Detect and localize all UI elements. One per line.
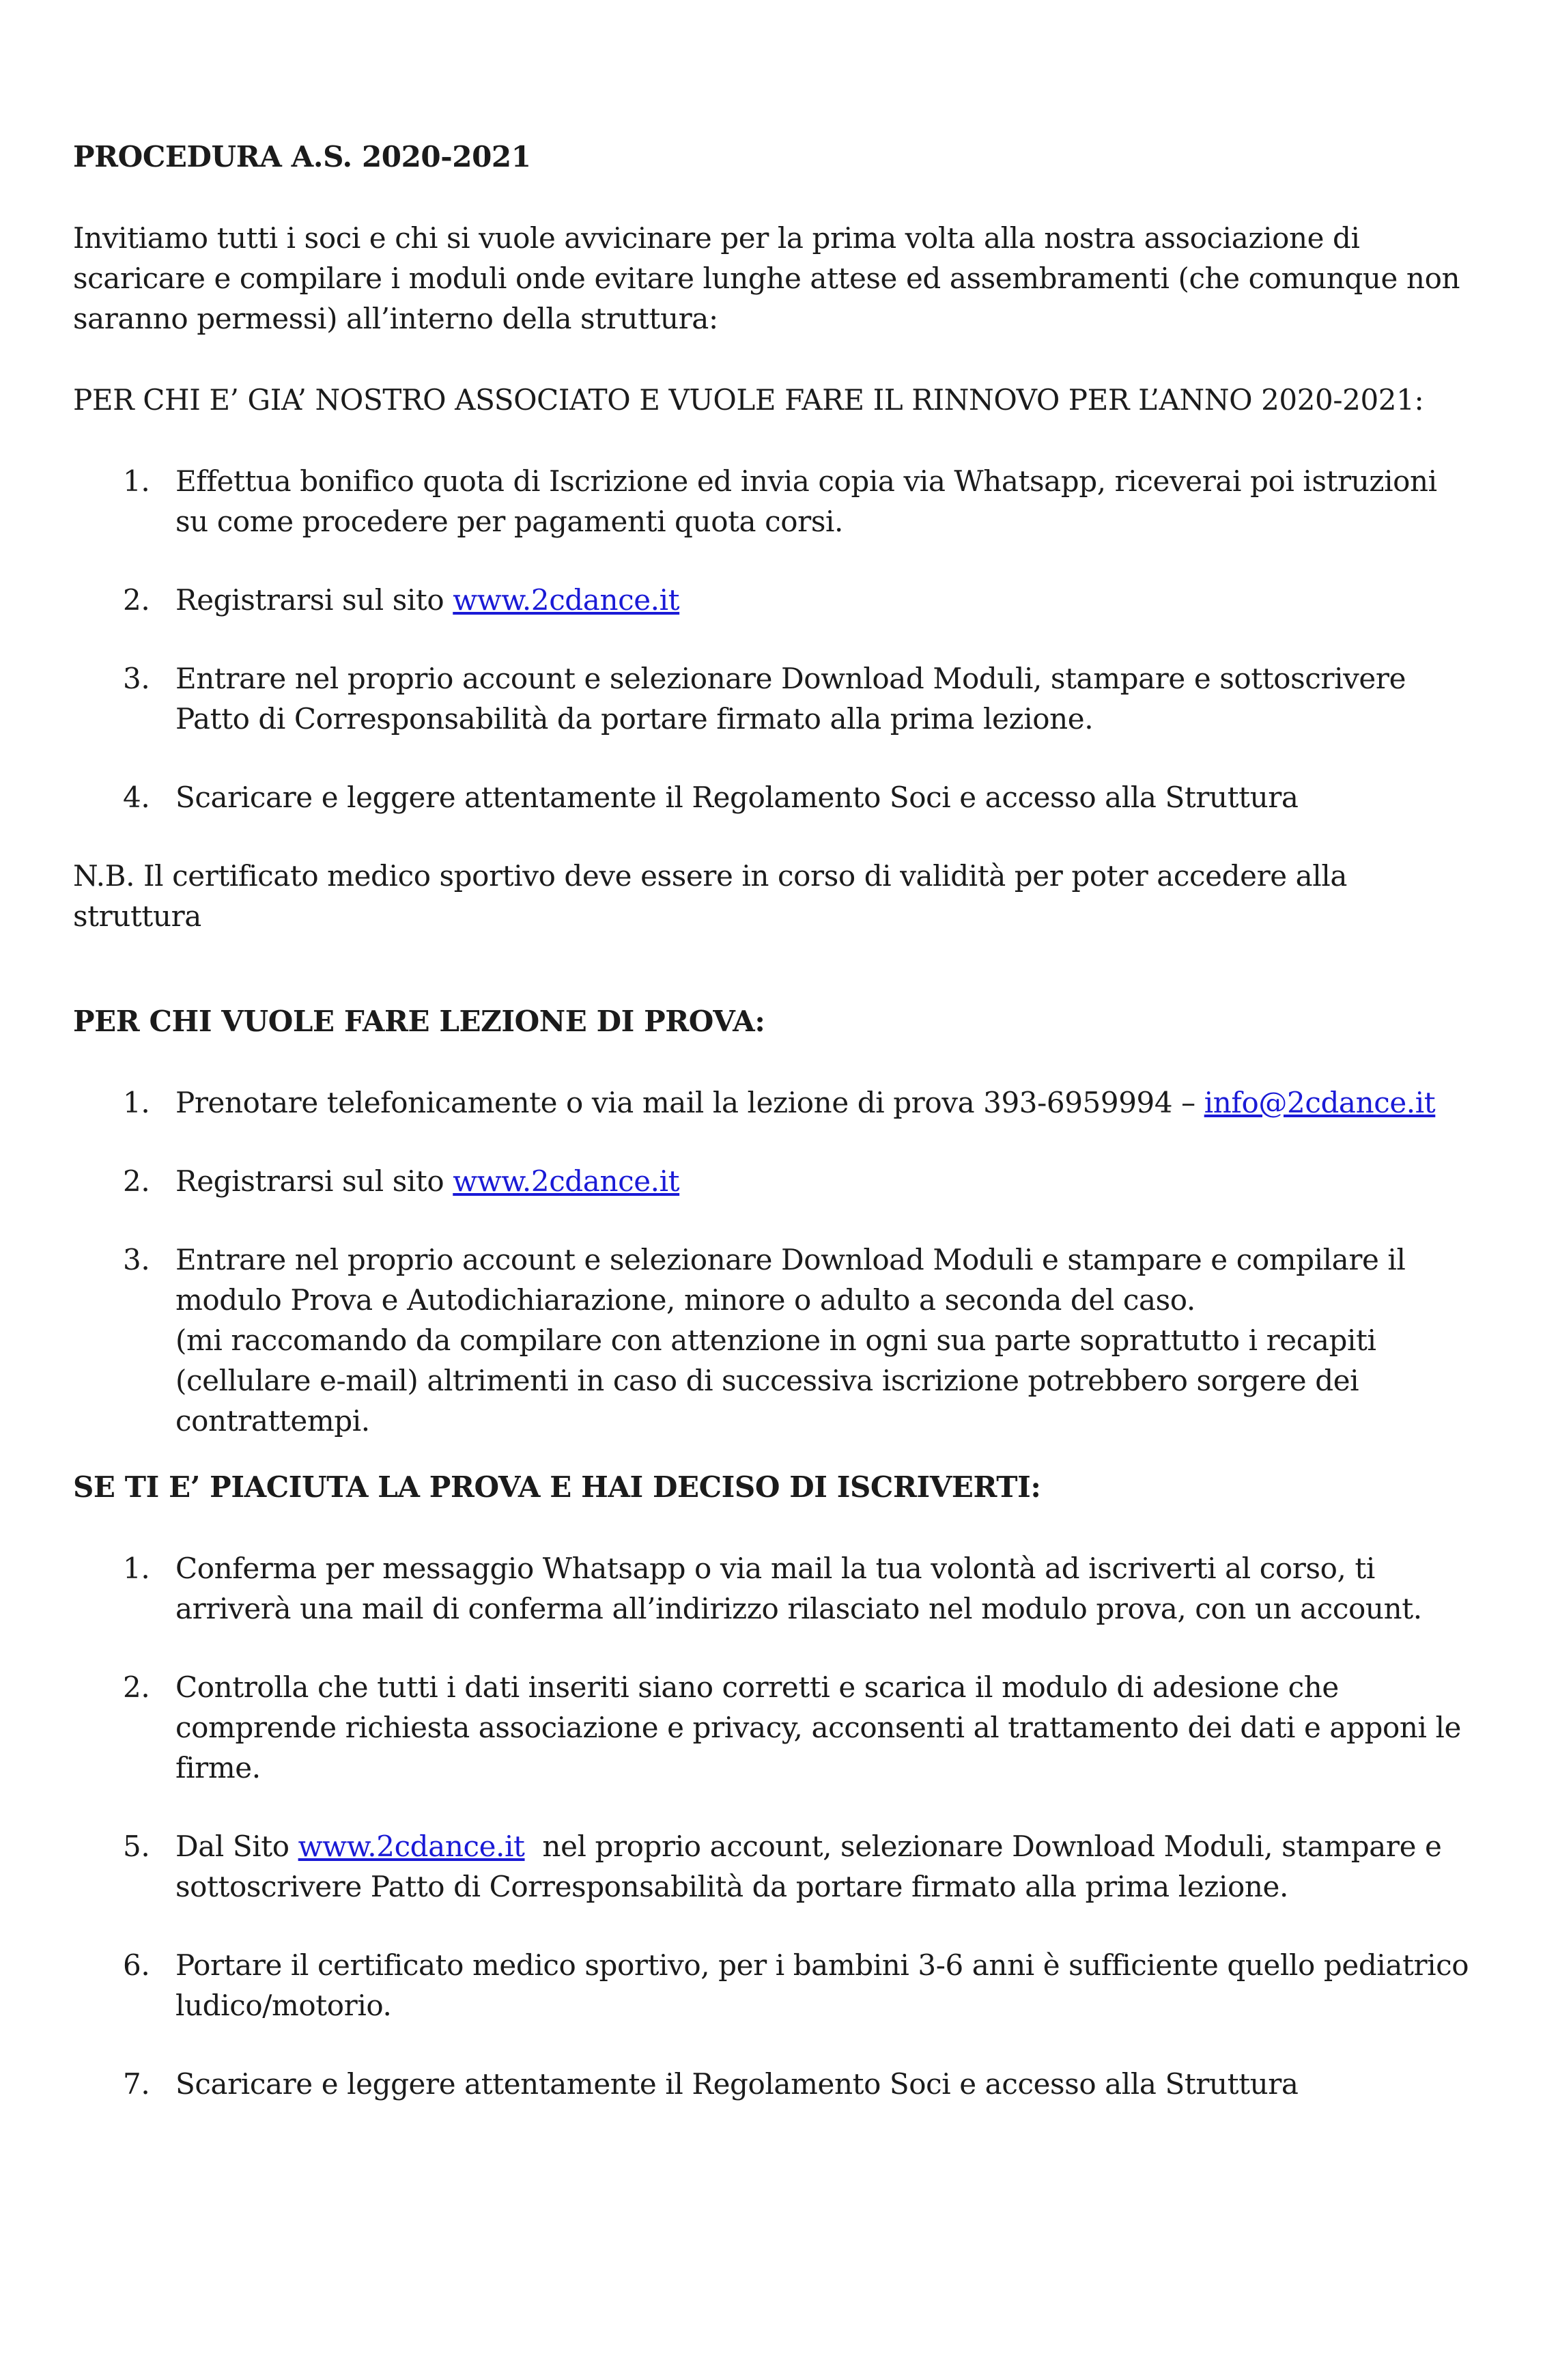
- list-number: 1.: [123, 1086, 150, 1119]
- list-number: 1.: [123, 1552, 150, 1585]
- list-item-text: Dal Sito: [175, 1830, 298, 1863]
- list-item: [73, 1240, 1476, 1441]
- list-item-text: Prenotare telefonicamente o via mail la lezione di prova 393-6959994 –: [175, 1086, 1195, 1119]
- list-item-text: Entrare nel proprio account e selezionare Download Moduli, stampare e sottoscrivere Patto di Corresponsabilità da portare firmato alla prima lezione.: [175, 662, 1406, 736]
- list-item: [73, 1826, 1476, 1907]
- list-item: [73, 2064, 1476, 2104]
- section-trial-heading: PER CHI VUOLE FARE LEZIONE DI PROVA:: [73, 1005, 765, 1038]
- list-number: 4.: [123, 781, 150, 814]
- list-item-note: (mi raccomando da compilare con attenzione in ogni sua parte soprattutto i recapiti (cellulare e-mail) altrimenti in caso di successiva iscrizione potrebbero sorgere dei contrattempi.: [175, 1324, 1376, 1438]
- website-link[interactable]: www.2cdance.it: [453, 1164, 680, 1198]
- list-number: 3.: [123, 662, 150, 695]
- list-item-text: Controlla che tutti i dati inseriti siano corretti e scarica il modulo di adesione che comprende richiesta associazione e privacy, acconsenti al trattamento dei dati e apponi le firme.: [175, 1670, 1461, 1784]
- list-item-text: Registrarsi sul sito: [175, 583, 453, 617]
- website-link[interactable]: www.2cdance.it: [453, 583, 680, 617]
- list-item: [73, 1945, 1476, 2026]
- list-item-text: Conferma per messaggio Whatsapp o via mail la tua volontà ad iscriverti al corso, ti arriverà una mail di conferma all’indirizzo rilasciato nel modulo prova, con un account.: [175, 1552, 1422, 1625]
- medical-certificate-note: N.B. Il certificato medico sportivo deve essere in corso di validità per poter accedere alla struttura: [73, 859, 1347, 933]
- list-item: [73, 1548, 1476, 1629]
- list-number: 6.: [123, 1948, 150, 1982]
- email-link[interactable]: info@2cdance.it: [1204, 1086, 1436, 1119]
- list-number: 1.: [123, 464, 150, 498]
- list-item-text: nel proprio account, selezionare Download Moduli, stampare e sottoscrivere Patto di Corresponsabilità da portare firmato alla prima lezione.: [175, 1830, 1451, 1903]
- section-renewal-heading: PER CHI E’ GIA’ NOSTRO ASSOCIATO E VUOLE FARE IL RINNOVO PER L’ANNO 2020-2021:: [73, 383, 1424, 417]
- list-item-text: Effettua bonifico quota di Iscrizione ed invia copia via Whatsapp, riceverai poi istruzioni su come procedere per pagamenti quota corsi.: [175, 464, 1437, 538]
- list-item-text: Portare il certificato medico sportivo, per i bambini 3-6 anni è sufficiente quello pediatrico ludico/motorio.: [175, 1948, 1469, 2022]
- list-number: 5.: [123, 1830, 150, 1863]
- list-number: 2.: [123, 1164, 150, 1198]
- list-item-text: Scaricare e leggere attentamente il Regolamento Soci e accesso alla Struttura: [175, 2067, 1299, 2101]
- list-item: [73, 461, 1476, 542]
- list-item: [73, 1082, 1476, 1123]
- trial-steps-list: [73, 1082, 1476, 1441]
- list-item: [73, 1667, 1476, 1788]
- document-title: PROCEDURA A.S. 2020-2021: [73, 140, 531, 173]
- renewal-steps-list: [73, 461, 1476, 817]
- list-item-text: Scaricare e leggere attentamente il Regolamento Soci e accesso alla Struttura: [175, 781, 1299, 814]
- list-item-text: Registrarsi sul sito: [175, 1164, 453, 1198]
- list-number: 2.: [123, 1670, 150, 1704]
- list-item: [73, 1161, 1476, 1201]
- list-item-text: Entrare nel proprio account e selezionare Download Moduli e stampare e compilare il modulo Prova e Autodichiarazione, minore o adulto a seconda del caso.: [175, 1243, 1406, 1317]
- section-enroll-heading: SE TI E’ PIACIUTA LA PROVA E HAI DECISO DI ISCRIVERTI:: [73, 1470, 1041, 1504]
- list-item: [73, 658, 1476, 739]
- enroll-steps-list: [73, 1548, 1476, 2104]
- list-number: 7.: [123, 2067, 150, 2101]
- website-link[interactable]: www.2cdance.it: [298, 1830, 525, 1863]
- list-item: [73, 777, 1476, 817]
- list-item: [73, 580, 1476, 620]
- list-number: 2.: [123, 583, 150, 617]
- intro-paragraph: Invitiamo tutti i soci e chi si vuole avvicinare per la prima volta alla nostra associazione di scaricare e compilare i moduli onde evitare lunghe attese ed assembramenti (che comunque non saranno permessi) all’interno della struttura:: [73, 221, 1460, 335]
- list-number: 3.: [123, 1243, 150, 1276]
